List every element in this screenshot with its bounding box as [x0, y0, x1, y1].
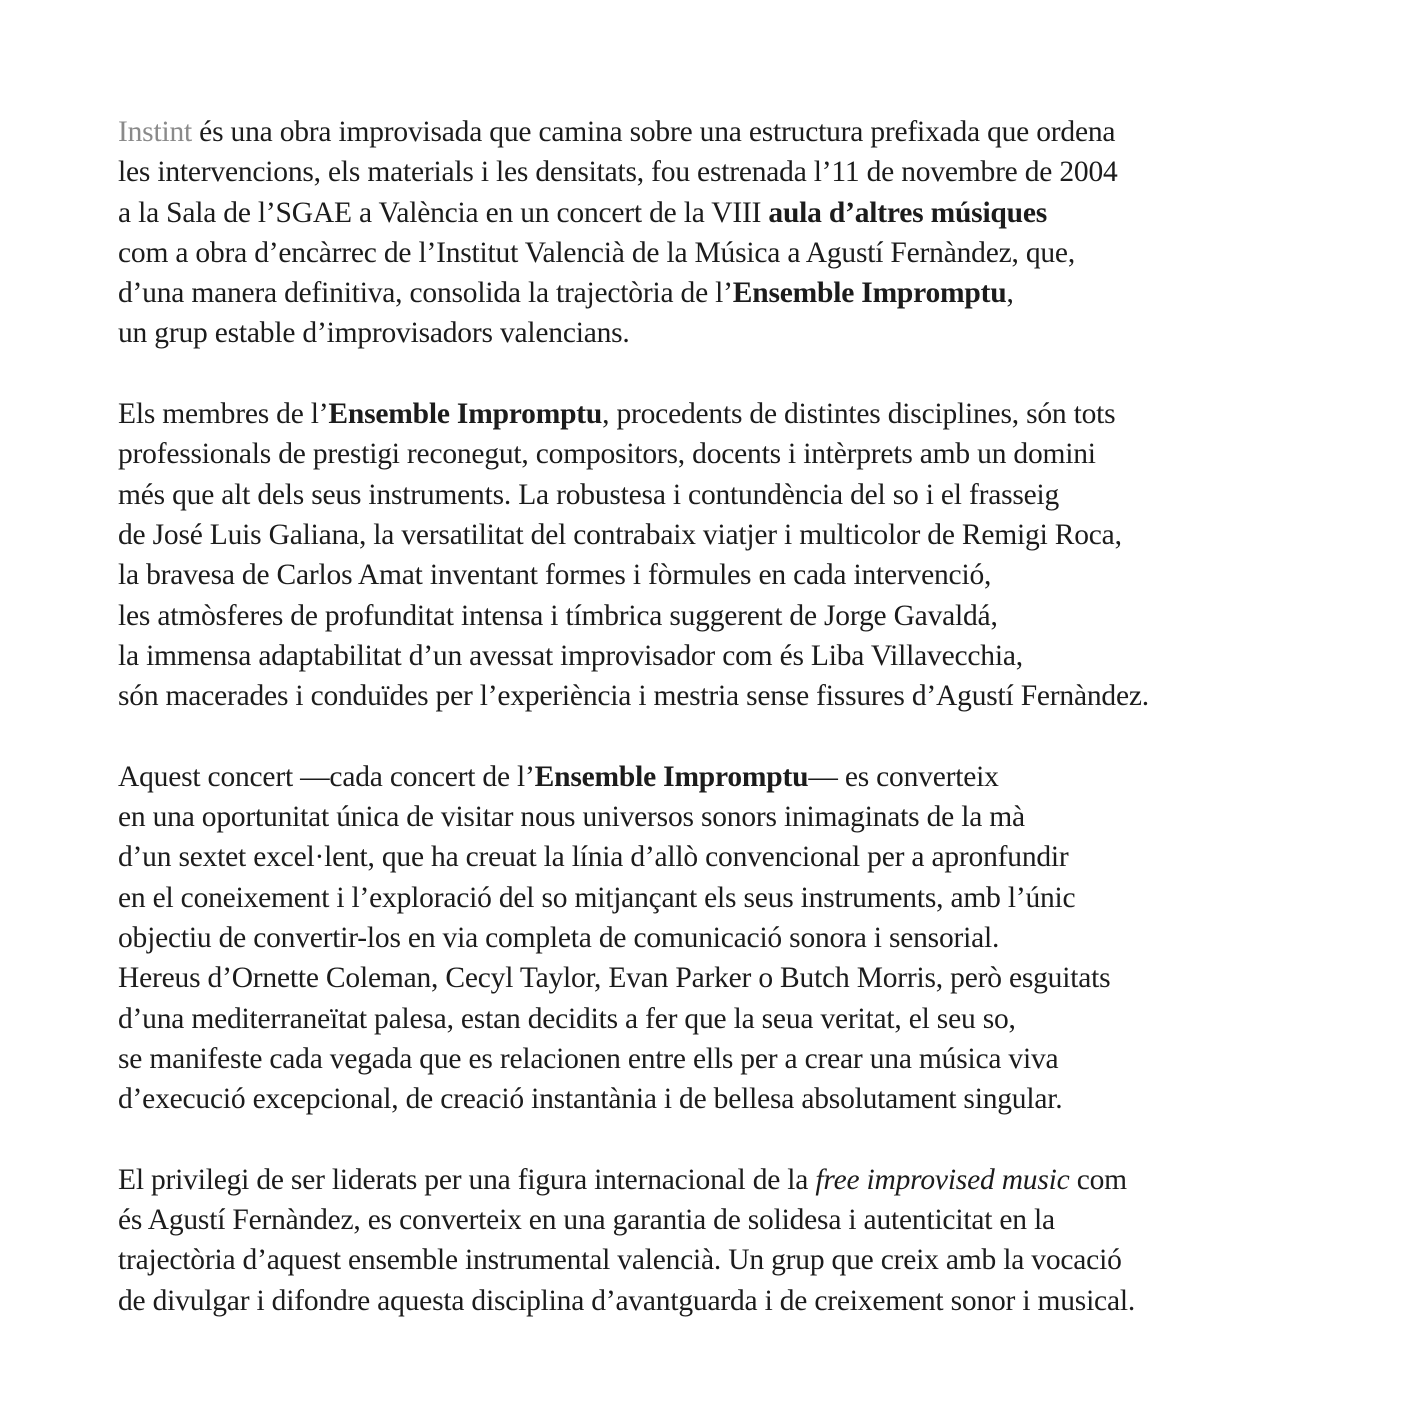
bold-text: aula d’altres músiques	[768, 196, 1048, 229]
text-segment: trajectòria d’aquest ensemble instrumental valencià. Un grup que creix amb la vocació	[118, 1244, 1122, 1277]
text-segment: en el coneixement i l’exploració del so mitjançant els seus instruments, amb l’únic	[118, 881, 1076, 914]
text-segment: són macerades i conduïdes per l’experiència i mestria sense fissures d’Agustí Fernàndez.	[118, 680, 1149, 713]
italic-text: free improvised music	[815, 1163, 1070, 1196]
text-line	[118, 918, 1318, 958]
text-segment: les atmòsferes de profunditat intensa i tímbrica suggerent de Jorge Gavaldá,	[118, 599, 998, 632]
paragraph-2	[118, 394, 1318, 716]
text-segment: El privilegi de ser liderats per una figura internacional de la	[118, 1163, 816, 1196]
text-line	[118, 434, 1318, 474]
text-segment: professionals de prestigi reconegut, compositors, docents i intèrprets amb un domini	[118, 438, 1096, 471]
text-line	[118, 1200, 1318, 1240]
text-segment: un grup estable d’improvisadors valencians.	[118, 317, 630, 350]
text-line	[118, 555, 1318, 595]
text-line	[118, 1079, 1318, 1119]
text-segment: d’un sextet excel·lent, que ha creuat la línia d’allò convencional per a apronfundir	[118, 841, 1069, 874]
text-line	[118, 1281, 1318, 1321]
text-line	[118, 636, 1318, 676]
text-segment: — es converteix	[808, 760, 999, 793]
text-line	[118, 596, 1318, 636]
text-line	[118, 757, 1318, 797]
document-body	[118, 112, 1318, 1321]
text-segment: de divulgar i difondre aquesta disciplina d’avantguarda i de creixement sonor i musical.	[118, 1284, 1136, 1317]
text-line	[118, 676, 1318, 716]
text-segment: és una obra improvisada que camina sobre una estructura prefixada que ordena	[192, 116, 1116, 148]
text-segment: és Agustí Fernàndez, es converteix en una garantia de solidesa i autenticitat en la	[118, 1204, 1055, 1237]
text-segment: les intervencions, els materials i les densitats, fou estrenada l’11 de novembre de 2004	[118, 156, 1118, 189]
text-segment: d’execució excepcional, de creació instantània i de bellesa absolutament singular.	[118, 1083, 1063, 1116]
text-segment: d’una manera definitiva, consolida la trajectòria de l’	[118, 277, 733, 310]
text-line	[118, 152, 1318, 192]
text-line	[118, 515, 1318, 555]
text-segment: en una oportunitat única de visitar nous universos sonors inimaginats de la mà	[118, 801, 1025, 834]
bold-text: Ensemble Impromptu	[534, 760, 809, 793]
text-segment: Aquest concert —cada concert de l’	[118, 760, 535, 793]
text-segment: la bravesa de Carlos Amat inventant formes i fòrmules en cada intervenció,	[118, 559, 992, 592]
text-segment: d’una mediterraneïtat palesa, estan decidits a fer que la seua veritat, el seu so,	[118, 1002, 1016, 1035]
text-line	[118, 313, 1318, 353]
text-segment: de José Luis Galiana, la versatilitat del contrabaix viatjer i multicolor de Remigi Roca,	[118, 518, 1122, 551]
text-line	[118, 193, 1318, 233]
bold-text: Ensemble Impromptu	[328, 398, 603, 431]
text-line	[118, 233, 1318, 273]
text-segment: Hereus d’Ornette Coleman, Cecyl Taylor, Evan Parker o Butch Morris, però esguitats	[118, 962, 1111, 995]
text-segment: com a obra d’encàrrec de l’Institut Valencià de la Música a Agustí Fernàndez, que,	[118, 236, 1075, 269]
paragraph-3	[118, 757, 1318, 1120]
paragraph-1	[118, 112, 1318, 354]
text-segment: ,	[1006, 277, 1014, 310]
highlighted-title-word: Instint	[118, 116, 192, 148]
text-line	[118, 1240, 1318, 1280]
paragraph-4	[118, 1160, 1318, 1321]
text-segment: com	[1069, 1163, 1127, 1196]
text-line	[118, 1160, 1318, 1200]
text-segment: Els membres de l’	[118, 398, 329, 431]
text-line	[118, 1039, 1318, 1079]
text-line	[118, 475, 1318, 515]
text-segment: , procedents de distintes disciplines, són tots	[602, 398, 1116, 431]
text-line	[118, 999, 1318, 1039]
bold-text: Ensemble Impromptu	[732, 277, 1007, 310]
text-line	[118, 273, 1318, 313]
text-line	[118, 797, 1318, 837]
text-line	[118, 958, 1318, 998]
text-segment: se manifeste cada vegada que es relacionen entre ells per a crear una música viva	[118, 1042, 1059, 1075]
text-segment: objectiu de convertir-los en via completa de comunicació sonora i sensorial.	[118, 921, 1000, 954]
text-line	[118, 878, 1318, 918]
text-line	[118, 837, 1318, 877]
text-segment: la immensa adaptabilitat d’un avessat improvisador com és Liba Villavecchia,	[118, 639, 1023, 672]
text-segment: a la Sala de l’SGAE a València en un concert de la VIII	[118, 196, 769, 229]
text-segment: més que alt dels seus instruments. La robustesa i contundència del so i el frasseig	[118, 478, 1060, 511]
text-line	[118, 112, 1318, 152]
text-line	[118, 394, 1318, 434]
